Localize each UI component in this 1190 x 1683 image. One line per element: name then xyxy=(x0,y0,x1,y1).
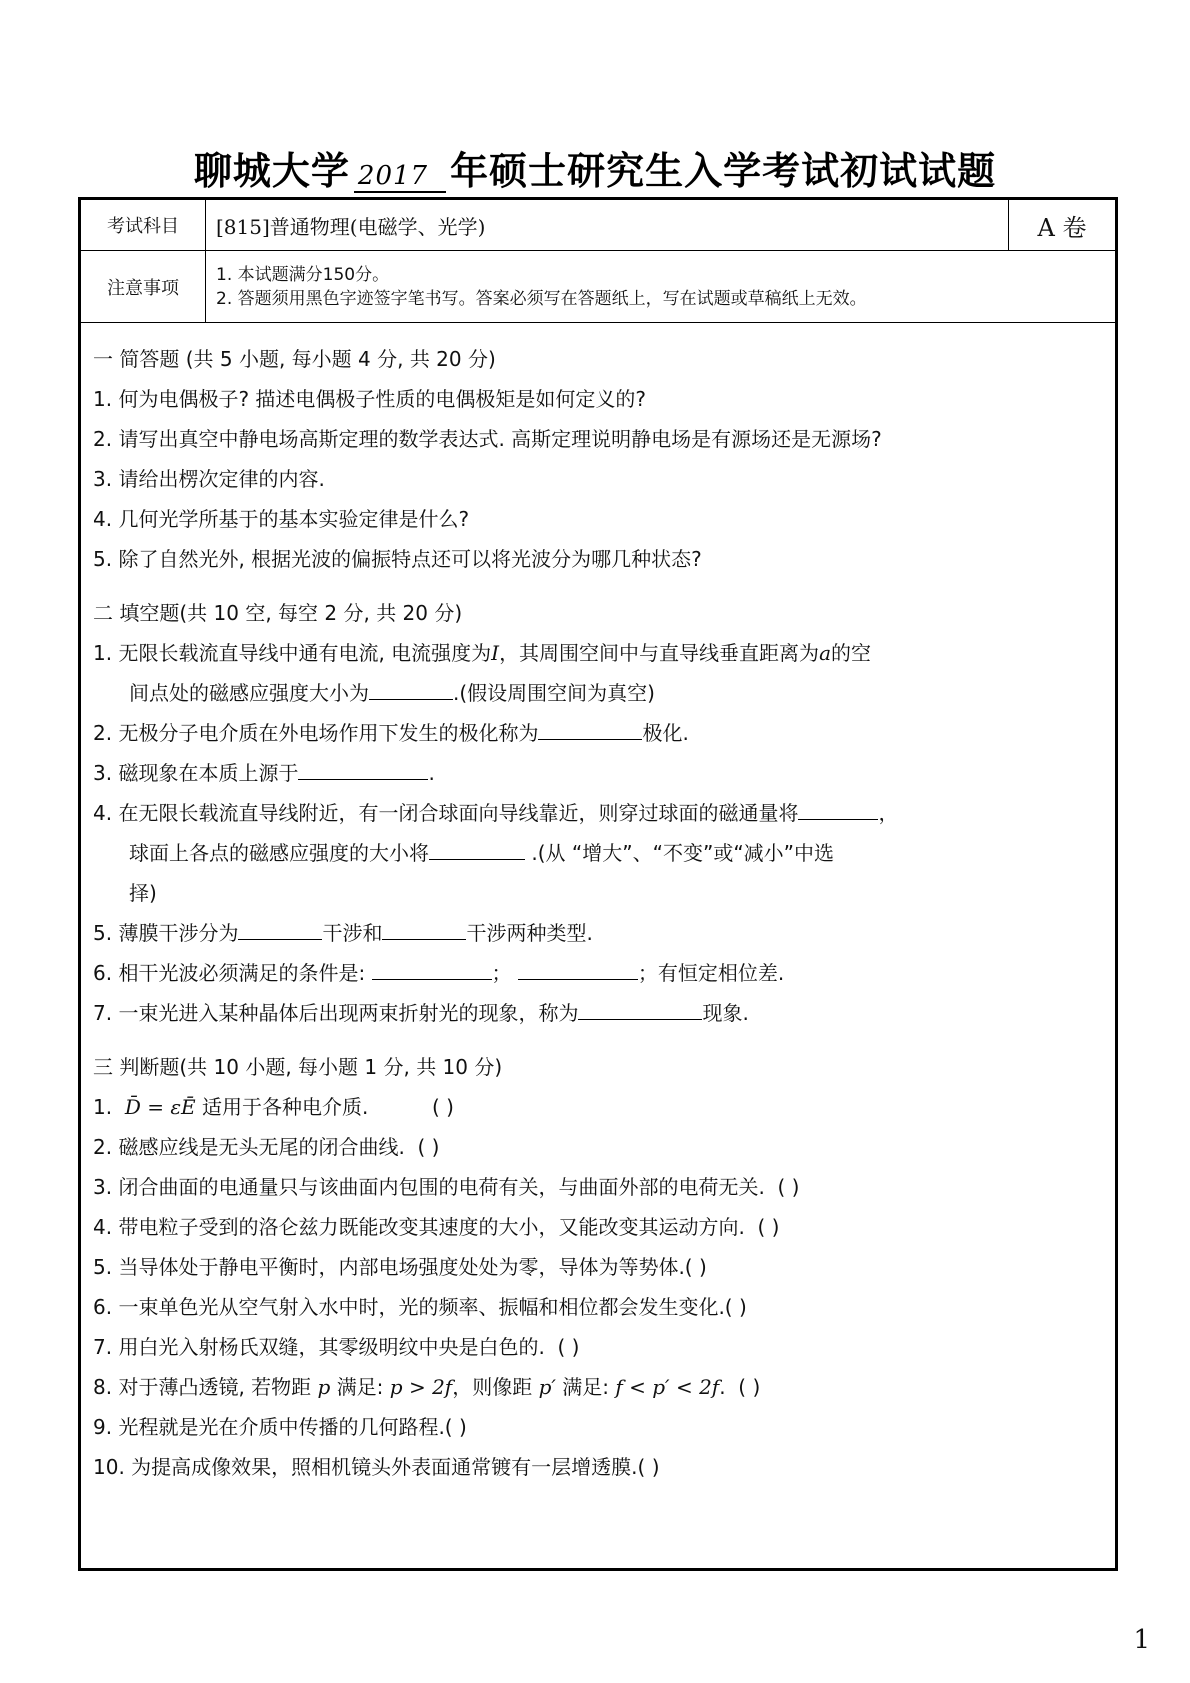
notes-label: 注意事项 xyxy=(81,251,206,323)
question xyxy=(93,913,1103,953)
question xyxy=(93,993,1103,1033)
question xyxy=(93,1327,1103,1367)
question: 4. 几何光学所基于的基本实验定律是什么? xyxy=(93,507,470,531)
question-text: 极化. xyxy=(642,721,689,745)
question-text: 6. 相干光波必须满足的条件是: xyxy=(93,961,366,985)
answer-parentheses: ( ) xyxy=(724,1295,747,1319)
question-text: 1. 无限长载流直导线中通有电流, 电流强度为 xyxy=(93,641,492,665)
answer-parentheses: ( ) xyxy=(738,1375,761,1399)
question-text: ，则像距 xyxy=(452,1375,533,1399)
question-text: 5. 薄膜干涉分为 xyxy=(93,921,239,945)
question-text: 满足: xyxy=(336,1375,384,1399)
question-text: 满足: xyxy=(562,1375,610,1399)
question xyxy=(93,1207,1103,1247)
notes-list xyxy=(206,251,1116,323)
section-heading-true-false: 三 判断题(共 10 小题, 每小题 1 分, 共 10 分) xyxy=(93,1055,503,1079)
answer-parentheses: ( ) xyxy=(757,1215,780,1239)
answer-parentheses: ( ) xyxy=(637,1455,660,1479)
answer-blank xyxy=(238,917,322,940)
question-text: 9. 光程就是光在介质中传播的几何路程. xyxy=(93,1415,445,1439)
answer-blank xyxy=(298,757,428,780)
question-text: ，其周围空间中与直导线垂直距离为 xyxy=(499,641,820,665)
title-suffix: 年硕士研究生入学考试初试试题 xyxy=(450,149,997,193)
question-text: 干涉和 xyxy=(322,921,383,945)
question xyxy=(93,953,1103,993)
answer-blank xyxy=(382,917,466,940)
note-item: 2. 答题须用黑色字迹签字笔书写。答案必须写在答题纸上，写在试题或草稿纸上无效。 xyxy=(216,288,867,309)
question xyxy=(93,633,1103,673)
question: 2. 请写出真空中静电场高斯定理的数学表达式. 高斯定理说明静电场是有源场还是无源场? xyxy=(93,427,882,451)
subject-label: 考试科目 xyxy=(81,200,206,251)
question-text: 现象. xyxy=(702,1001,749,1025)
question: 3. 请给出楞次定律的内容. xyxy=(93,467,325,491)
question-text: 4. 带电粒子受到的洛仑兹力既能改变其速度的大小，又能改变其运动方向. xyxy=(93,1215,745,1239)
note-item: 1. 本试题满分150分。 xyxy=(216,264,390,285)
question-text: 间点处的磁感应强度大小为 xyxy=(129,681,369,705)
answer-blank xyxy=(798,797,878,820)
answer-parentheses: ( ) xyxy=(431,1095,454,1119)
question-continuation xyxy=(93,673,1103,713)
subject-value: [815]普通物理(电磁学、光学) xyxy=(206,200,1009,251)
section-heading-short-answer: 一 简答题 (共 5 小题, 每小题 4 分, 共 20 分) xyxy=(93,347,496,371)
question-text: 8. 对于薄凸透镜, 若物距 xyxy=(93,1375,312,1399)
question-text: 球面上各点的磁感应强度的大小将 xyxy=(129,841,429,865)
question-text: 2. 磁感应线是无头无尾的闭合曲线. xyxy=(93,1135,405,1159)
question xyxy=(93,1287,1103,1327)
paper-type: A 卷 xyxy=(1009,200,1116,251)
question-text: 适用于各种电介质. xyxy=(195,1095,369,1119)
question-text: 10. 为提高成像效果，照相机镜头外表面通常镀有一层增透膜. xyxy=(93,1455,638,1479)
answer-blank xyxy=(369,677,453,700)
answer-blank xyxy=(518,957,638,980)
question-text: 7. 用白光入射杨氏双缝，其零级明纹中央是白色的. xyxy=(93,1335,545,1359)
exam-header-table xyxy=(81,200,1115,323)
question-text: ； xyxy=(491,961,512,985)
answer-parentheses: ( ) xyxy=(417,1135,440,1159)
math-var: a xyxy=(819,641,831,665)
question-text: 6. 一束单色光从空气射入水中时，光的频率、振幅和相位都会发生变化. xyxy=(93,1295,725,1319)
answer-parentheses: ( ) xyxy=(444,1415,467,1439)
question-text: 干涉两种类型. xyxy=(466,921,593,945)
exam-content xyxy=(93,325,1103,1487)
answer-parentheses: ( ) xyxy=(684,1255,707,1279)
math-var: I xyxy=(491,641,500,665)
answer-parentheses: ( ) xyxy=(557,1335,580,1359)
question-continuation xyxy=(93,833,1103,873)
question xyxy=(93,1407,1103,1447)
question-continuation: 择) xyxy=(129,881,157,905)
math-formula: D̄ = εĒ xyxy=(124,1095,196,1119)
question xyxy=(93,1247,1103,1287)
question xyxy=(93,1167,1103,1207)
question xyxy=(93,793,1103,833)
answer-blank xyxy=(372,957,492,980)
title-year: 2017 xyxy=(354,161,446,193)
question: 1. 何为电偶极子? 描述电偶极子性质的电偶极矩是如何定义的? xyxy=(93,387,647,411)
answer-blank xyxy=(429,837,525,860)
question xyxy=(93,713,1103,753)
question-text: 2. 无极分子电介质在外电场作用下发生的极化称为 xyxy=(93,721,539,745)
question-text: 7. 一束光进入某种晶体后出现两束折射光的现象，称为 xyxy=(93,1001,579,1025)
question-text: .(从 “增大”、“不变”或“减小”中选 xyxy=(525,841,835,865)
question-text: 4. 在无限长载流直导线附近，有一闭合球面向导线靠近，则穿过球面的磁通量将 xyxy=(93,801,799,825)
question-text: 3. 闭合曲面的电通量只与该曲面内包围的电荷有关，与曲面外部的电荷无关. xyxy=(93,1175,765,1199)
math-formula: f < p′ < 2f xyxy=(615,1375,720,1399)
exam-frame xyxy=(78,197,1118,1571)
math-var: p xyxy=(317,1375,331,1399)
question xyxy=(93,1087,1103,1127)
question-text: 5. 当导体处于静电平衡时，内部电场强度处处为零，导体为等势体. xyxy=(93,1255,685,1279)
question-text: 3. 磁现象在本质上源于 xyxy=(93,761,299,785)
exam-title xyxy=(0,140,1190,195)
page-number: 1 xyxy=(1133,1625,1150,1655)
question-text: . xyxy=(719,1375,726,1399)
math-formula: p > 2f xyxy=(389,1375,453,1399)
question-text: 的空 xyxy=(831,641,871,665)
math-var: p′ xyxy=(538,1375,556,1399)
question xyxy=(93,1127,1103,1167)
question xyxy=(93,1447,1103,1487)
answer-blank xyxy=(538,717,642,740)
question xyxy=(93,753,1103,793)
answer-parentheses: ( ) xyxy=(777,1175,800,1199)
answer-blank xyxy=(578,997,702,1020)
question-text: . xyxy=(428,761,435,785)
title-prefix: 聊城大学 xyxy=(193,149,350,193)
question-text: ；有恒定相位差. xyxy=(637,961,785,985)
section-heading-fill-blank: 二 填空题(共 10 空, 每空 2 分, 共 20 分) xyxy=(93,601,463,625)
question: 5. 除了自然光外, 根据光波的偏振特点还可以将光波分为哪几种状态? xyxy=(93,547,702,571)
question-number: 1. xyxy=(93,1095,113,1119)
question xyxy=(93,1367,1103,1407)
question-text: ， xyxy=(878,801,899,825)
question-text: .(假设周围空间为真空) xyxy=(453,681,655,705)
